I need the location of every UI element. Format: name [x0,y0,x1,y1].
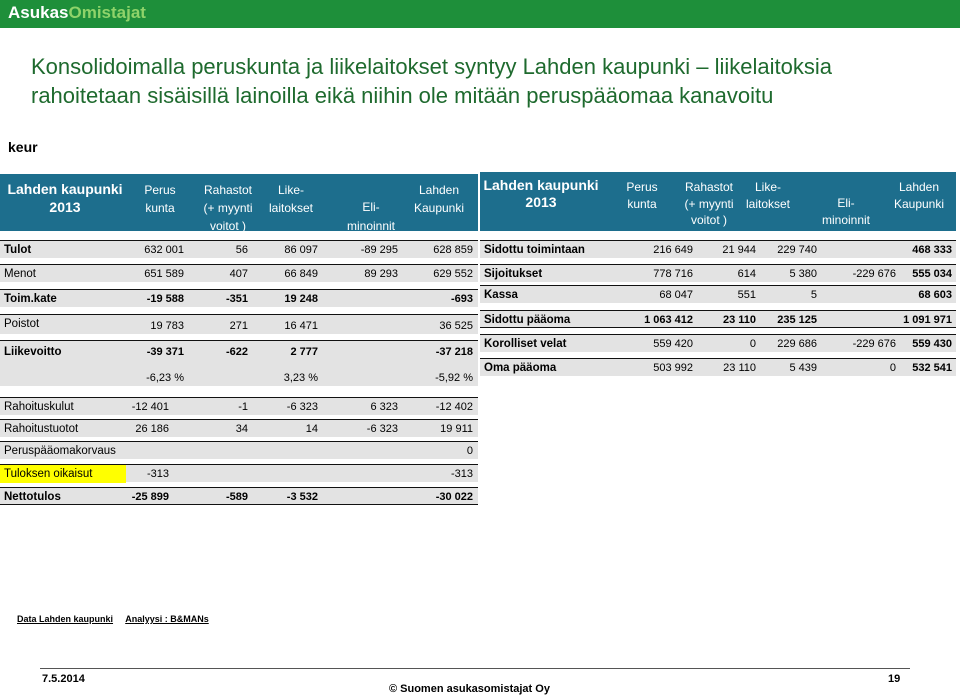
cell: 19 783 [150,320,184,332]
analysis-link[interactable]: Analyysi : B&MANs [125,614,209,624]
header-col3-b: laitokset [268,201,314,215]
table-row [0,464,478,482]
row-label: Toim.kate [4,293,57,305]
header-col3-b: laitokset [745,197,791,211]
cell: 0 [889,362,896,374]
cell: 559 420 [653,338,693,350]
table-row [480,285,956,303]
row-label: Kassa [484,289,518,301]
header-col5-b: Kaupunki [893,197,945,211]
cell: 5 439 [789,362,817,374]
balance-table-header [480,172,956,231]
header-year: 2013 [525,194,557,210]
cell: 229 686 [777,338,817,350]
cell: -37 218 [435,346,473,358]
row-label: Poistot [4,318,40,330]
cell: 21 944 [722,244,756,256]
cell: -12 401 [131,401,169,413]
brand-logo [8,3,146,23]
footer-links [17,614,219,624]
table-row [0,441,478,459]
brand-part2: Omistajat [68,3,146,22]
table-row [480,334,956,352]
cell: 6 323 [370,401,398,413]
footer-copyright: © Suomen asukasomistajat Oy [389,683,550,695]
cell: 216 649 [653,244,693,256]
cell: 614 [737,268,756,280]
header-col1-b: kunta [145,201,175,215]
cell: 628 859 [433,244,473,256]
table-row [480,358,956,376]
cell: -6 323 [366,423,398,435]
header-col5-a: Lahden [898,180,940,194]
cell: 632 001 [144,244,184,256]
cell: -622 [225,346,248,358]
page-title: Konsolidoimalla peruskunta ja liikelaitokset syntyy Lahden kaupunki – liikelaitoksia rahoitetaan sisäisillä lainoilla eikä niihin ole mitään peruspääomaa kanavoitu [31,54,833,108]
cell: 551 [737,289,756,301]
header-col5-b: Kaupunki [413,201,465,215]
cell: 0 [466,445,473,457]
cell: -30 022 [435,491,473,503]
cell: 66 849 [284,268,318,280]
header-col2-c: voitot ) [209,219,246,233]
cell: -229 676 [852,268,896,280]
cell: 229 740 [777,244,817,256]
cell: 19 248 [284,293,318,305]
header-col4-a: Eli- [837,196,855,210]
cell: 559 430 [912,338,952,350]
header-col4-b: minoinnit [346,219,396,233]
row-label: Sidottu pääoma [484,314,571,326]
row-label: Sijoitukset [484,268,543,280]
cell: 23 110 [722,314,756,326]
table-row [480,264,956,282]
table-row [0,264,478,282]
header-year: 2013 [49,199,81,215]
row-label: Sidottu toimintaan [484,244,585,256]
cell: 1 091 971 [903,314,952,326]
cell: 271 [229,320,248,332]
cell: -5,92 % [435,372,473,384]
header-col2-b: (+ myynti [203,201,253,215]
page-number: 19 [888,673,901,685]
cell: 1 063 412 [644,314,693,326]
table-row [480,310,956,328]
cell: 532 541 [912,362,952,374]
header-col5-a: Lahden [418,183,460,197]
brand-part1: Asukas [8,3,69,22]
cell: 5 380 [789,268,817,280]
row-label: Nettotulos [4,491,61,503]
table-row [0,397,478,415]
cell: 629 552 [433,268,473,280]
cell: 36 525 [439,320,473,332]
unit-label: keur [8,139,38,155]
cell: 23 110 [723,362,756,374]
table-row [0,314,478,334]
cell: 68 603 [918,289,952,301]
footer-date: 7.5.2014 [42,673,85,685]
table-row [0,487,478,505]
row-label: Korolliset velat [484,338,567,350]
cell: -6 323 [286,401,318,413]
cell: 555 034 [912,268,952,280]
cell: -1 [238,401,248,413]
cell: -693 [450,293,473,305]
cell: -589 [225,491,248,503]
cell: 68 047 [659,289,693,301]
footer-divider [40,668,910,669]
cell: 89 293 [364,268,398,280]
cell: 407 [229,268,248,280]
header-col1-b: kunta [627,197,657,211]
row-label: Peruspääomakorvaus [4,445,116,457]
row-label: Tulot [4,244,32,256]
header-entity: Lahden kaupunki [7,181,123,197]
brand-bar [0,0,960,28]
cell: -39 371 [146,346,184,358]
cell: -19 588 [146,293,184,305]
header-col2-a: Rahastot [684,180,734,194]
table-row [480,240,956,258]
cell: 235 125 [777,314,817,326]
cell: -89 295 [360,244,398,256]
cell: 16 471 [284,320,318,332]
header-col1-a: Perus [626,180,658,194]
cell: 14 [305,423,318,435]
cell: -25 899 [131,491,169,503]
cell: -6,23 % [146,372,184,384]
cell: 56 [235,244,248,256]
table-row [0,340,478,386]
data-source-link[interactable]: Data Lahden kaupunki [17,614,114,624]
cell: 0 [749,338,756,350]
cell: 778 716 [653,268,693,280]
header-entity: Lahden kaupunki [483,177,599,193]
cell: 2 777 [290,346,318,358]
cell: 34 [235,423,248,435]
row-label: Liikevoitto [4,346,62,358]
header-col2-c: voitot ) [690,213,727,227]
row-label: Tuloksen oikaisut [4,468,93,480]
row-label: Menot [4,268,36,280]
header-col2-a: Rahastot [203,183,253,197]
cell: 5 [810,289,817,301]
cell: -313 [450,468,473,480]
cell: 651 589 [144,268,184,280]
table-row [0,289,478,307]
header-col2-b: (+ myynti [684,197,734,211]
cell: 26 186 [135,423,169,435]
cell: 86 097 [284,244,318,256]
cell: 19 911 [440,423,473,435]
cell: -229 676 [852,338,896,350]
cell: 3,23 % [283,372,318,384]
row-label: Oma pääoma [484,362,557,374]
cell: 503 992 [653,362,693,374]
cell: -3 532 [286,491,318,503]
row-label: Rahoituskulut [4,401,74,413]
cell: -313 [146,468,169,480]
header-col4-a: Eli- [362,200,380,214]
cell: -12 402 [435,401,473,413]
cell: -351 [225,293,248,305]
header-col3-a: Like- [277,183,304,197]
table-row [0,419,478,437]
cell: 468 333 [912,244,952,256]
table-row [0,240,478,258]
income-table-header [0,174,478,231]
header-col3-a: Like- [754,180,781,194]
row-label: Rahoitustuotot [4,423,79,435]
header-col1-a: Perus [144,183,176,197]
header-col4-b: minoinnit [821,213,871,227]
